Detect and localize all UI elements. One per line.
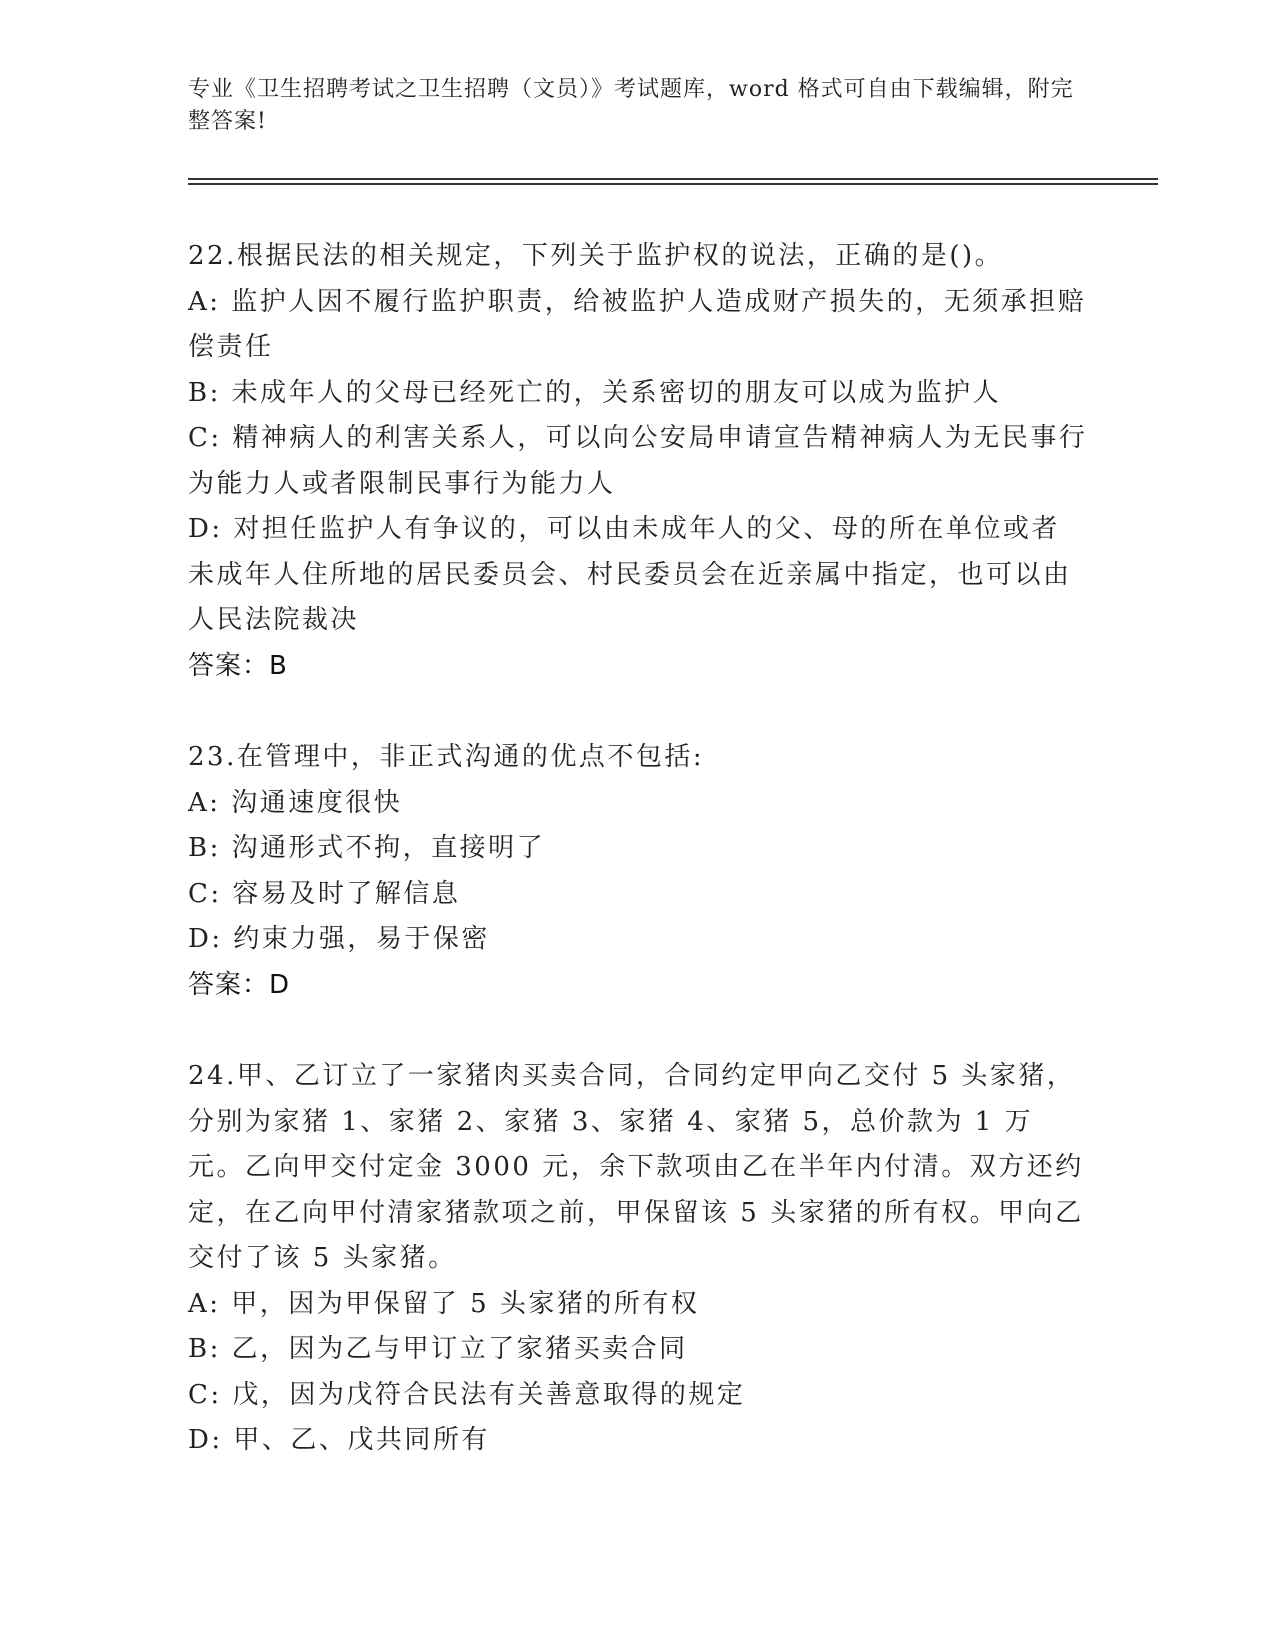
document-header: 专业《卫生招聘考试之卫生招聘（文员）》考试题库，word 格式可自由下载编辑，附完整答案! [188, 77, 1074, 134]
question-stem: 24.甲、乙订立了一家猪肉买卖合同，合同约定甲向乙交付 5 头家猪，分别为家猪 1、家猪 2、家猪 3、家猪 4、家猪 5，总价款为 1 万元。乙向甲交付定金 3000 元，余下款项由乙在半年内付清。双方还约定，在乙向甲付清家猪款项之前，甲保留该 5 头家猪的所有权。甲向乙交付了该 5 头家猪。 [188, 1061, 1084, 1273]
option-c: C: 戊，因为戊符合民法有关善意取得的规定 [188, 1379, 746, 1410]
option-d: D: 约束力强，易于保密 [188, 924, 490, 954]
header-divider-bottom [188, 183, 1158, 185]
option-b: B: 未成年人的父母已经死亡的，关系密切的朋友可以成为监护人 [188, 377, 1002, 408]
question-23 [188, 735, 1088, 1008]
answer-label: 答案：D [188, 969, 291, 1000]
option-b: B: 沟通形式不拘，直接明了 [188, 833, 546, 863]
question-24 [188, 1054, 1088, 1464]
option-c: C: 容易及时了解信息 [188, 878, 461, 909]
option-d: D: 甲、乙、戊共同所有 [188, 1425, 490, 1455]
option-c: C: 精神病人的利害关系人，可以向公安局申请宣告精神病人为无民事行为能力人或者限制民事行为能力人 [188, 423, 1088, 499]
question-list [188, 234, 1088, 1510]
question-stem: 23.在管理中，非正式沟通的优点不包括: [188, 742, 705, 772]
question-22 [188, 234, 1088, 689]
option-a: A: 甲，因为甲保留了 5 头家猪的所有权 [188, 1288, 700, 1319]
option-b: B: 乙，因为乙与甲订立了家猪买卖合同 [188, 1334, 688, 1364]
answer-label: 答案：B [188, 650, 288, 681]
question-stem: 22.根据民法的相关规定，下列关于监护权的说法，正确的是()。 [188, 241, 1004, 271]
option-a: A: 沟通速度很快 [188, 787, 403, 818]
option-d: D: 对担任监护人有争议的，可以由未成年人的父、母的所在单位或者未成年人住所地的居民委员会、村民委员会在近亲属中指定，也可以由人民法院裁决 [188, 514, 1072, 635]
option-a: A: 监护人因不履行监护职责，给被监护人造成财产损失的，无须承担赔偿责任 [188, 286, 1087, 362]
header-divider-top [188, 178, 1158, 180]
